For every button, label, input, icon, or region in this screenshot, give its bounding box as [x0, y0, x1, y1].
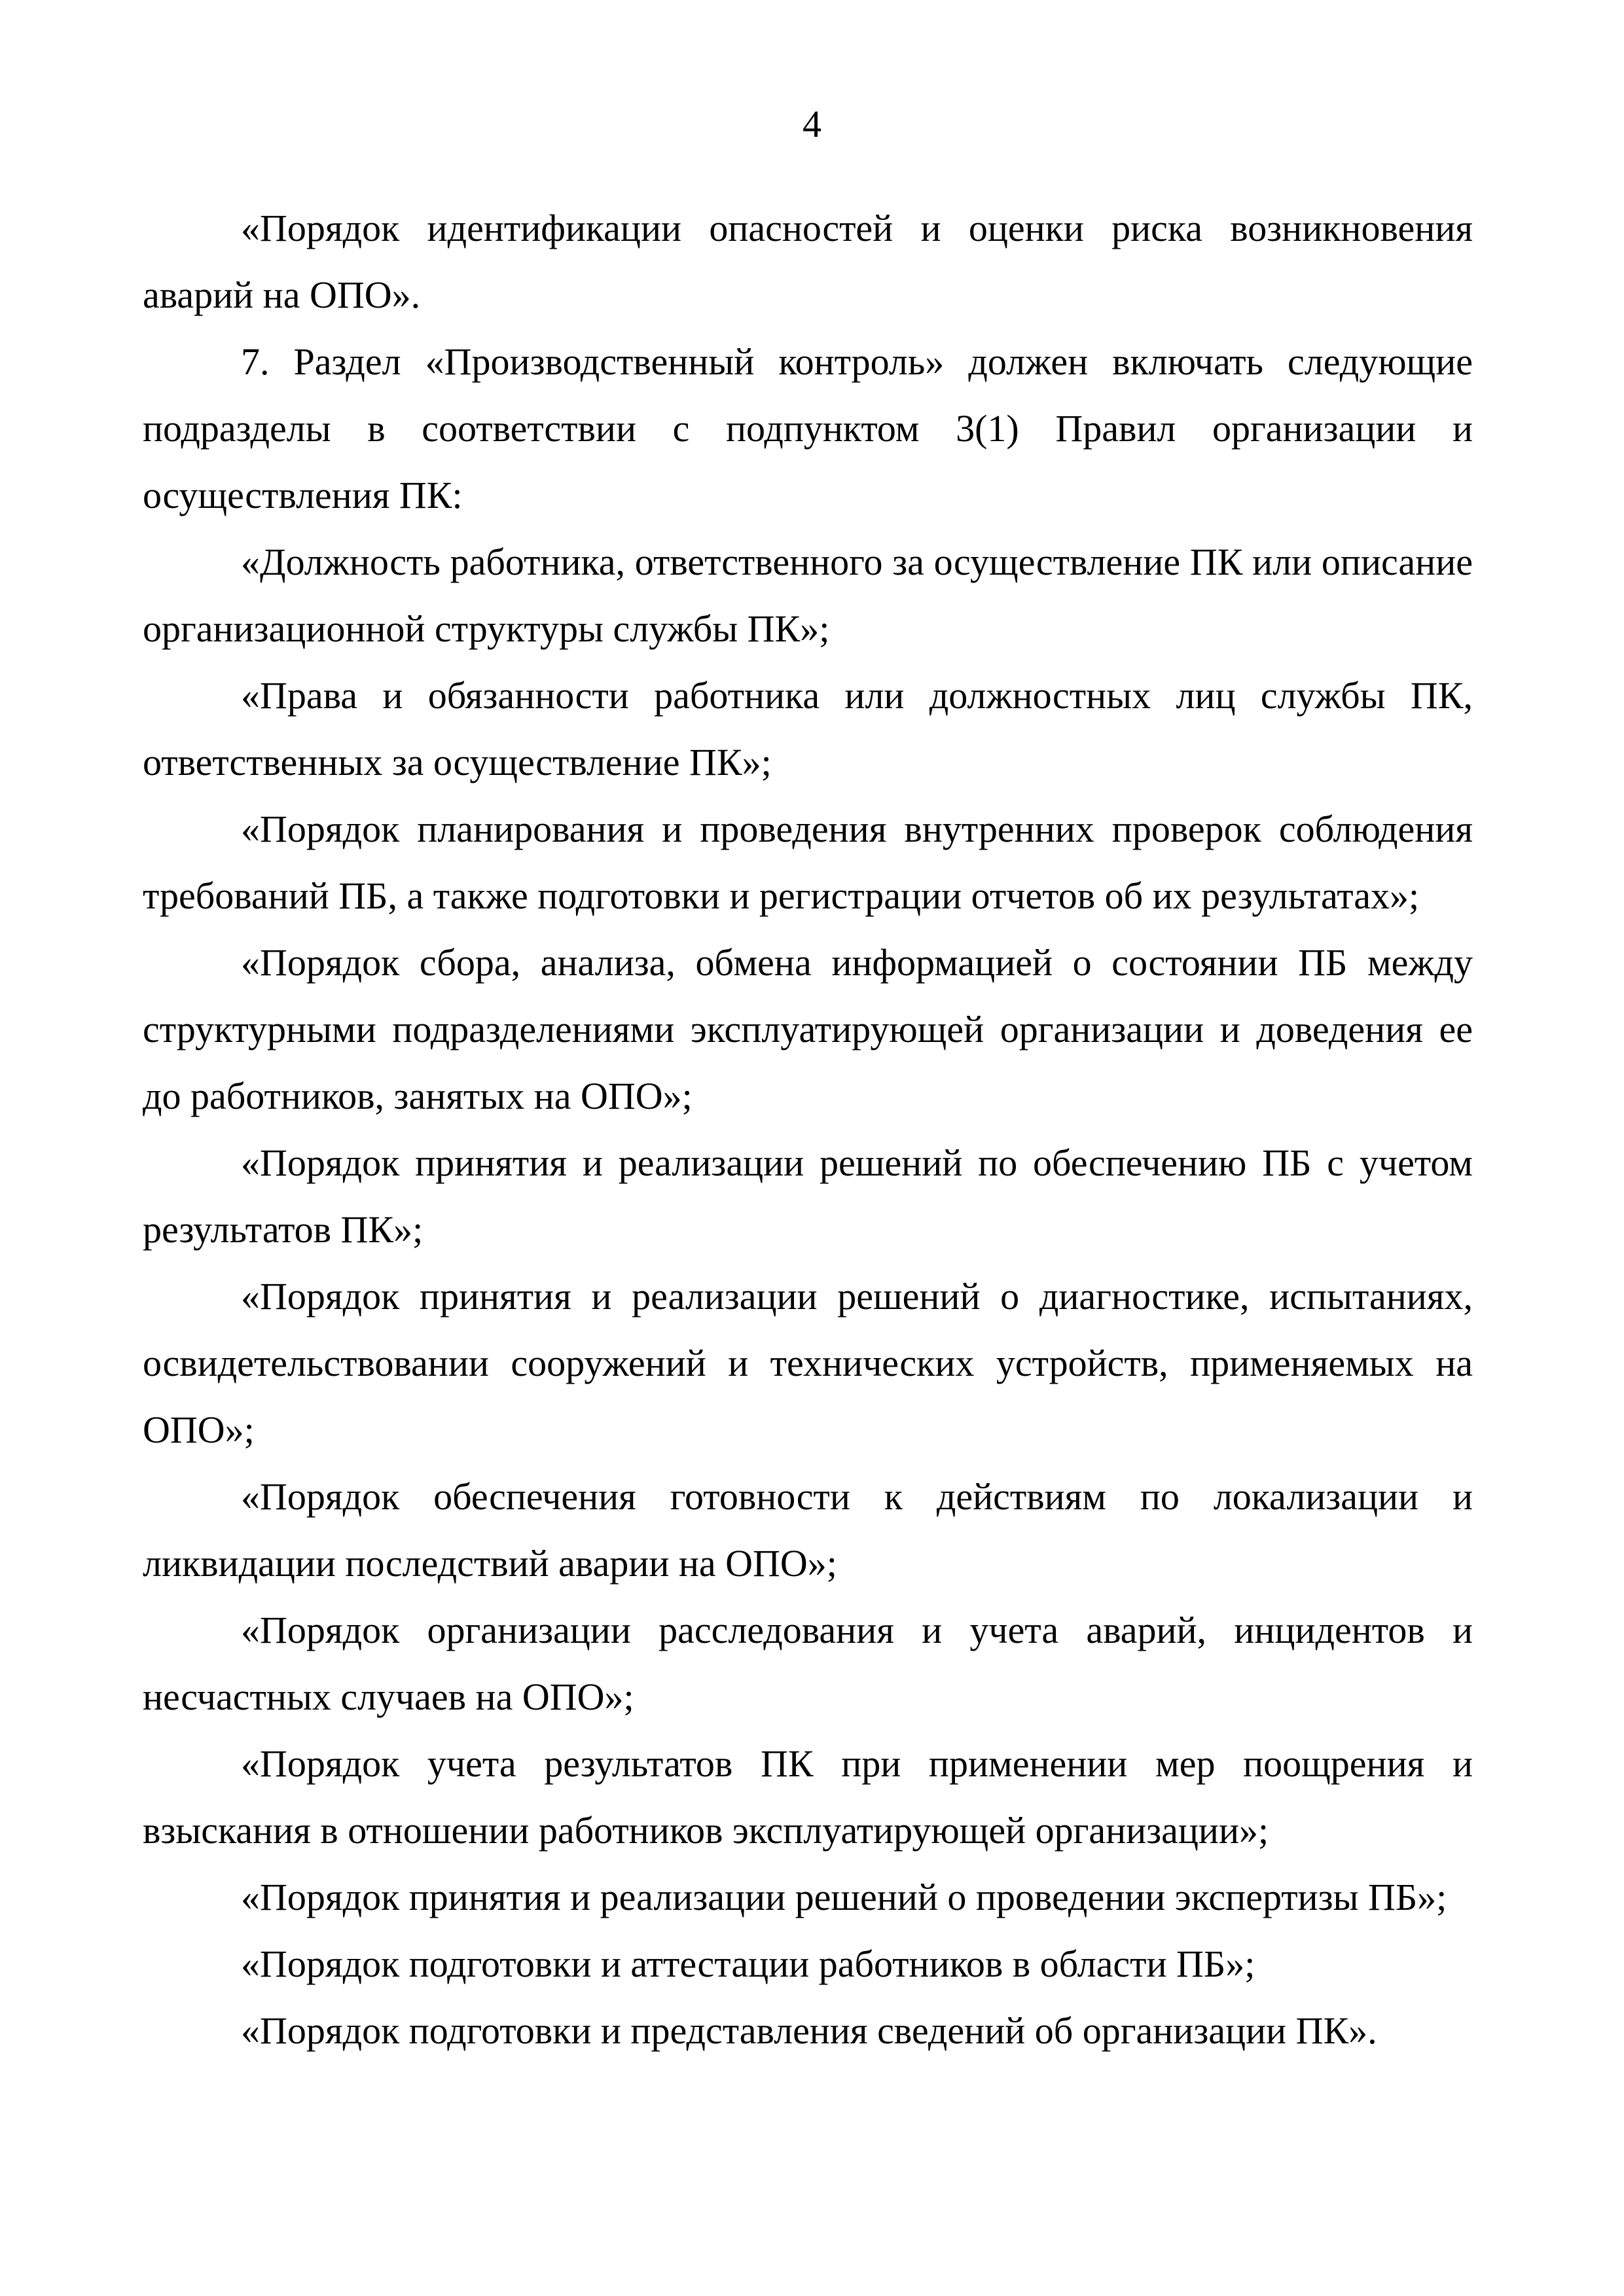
paragraph: «Порядок идентификации опасностей и оценки риска возникновения аварий на ОПО». [143, 207, 1473, 316]
paragraph: «Порядок подготовки и аттестации работников в области ПБ»; [241, 1943, 1255, 1985]
paragraph: «Порядок принятия и реализации решений по обеспечению ПБ с учетом результатов ПК»; [143, 1141, 1473, 1251]
paragraph: «Порядок учета результатов ПК при применении мер поощрения и взыскания в отношении работников эксплуатирующей организации»; [143, 1742, 1473, 1852]
document-body [143, 195, 1473, 2064]
paragraph: «Порядок подготовки и представления сведений об организации ПК». [241, 2009, 1377, 2052]
paragraph: 7. Раздел «Производственный контроль» должен включать следующие подразделы в соответствии с подпунктом 3(1) Правил организации и осуществления ПК: [143, 340, 1473, 516]
paragraph: «Порядок обеспечения готовности к действиям по локализации и ликвидации последствий аварии на ОПО»; [143, 1475, 1473, 1585]
paragraph: «Порядок принятия и реализации решений о диагностике, испытаниях, освидетельствовании сооружений и технических устройств, применяемых на ОПО»; [143, 1275, 1473, 1451]
paragraph: «Порядок сбора, анализа, обмена информацией о состоянии ПБ между структурными подразделениями эксплуатирующей организации и доведения ее до работников, занятых на ОПО»; [143, 941, 1473, 1117]
paragraph: «Порядок организации расследования и учета аварий, инцидентов и несчастных случаев на ОПО»; [143, 1609, 1473, 1718]
paragraph: «Порядок планирования и проведения внутренних проверок соблюдения требований ПБ, а также подготовки и регистрации отчетов об их результатах»; [143, 808, 1473, 917]
page-number: 4 [803, 103, 821, 145]
paragraph: «Порядок принятия и реализации решений о проведении экспертизы ПБ»; [241, 1876, 1447, 1918]
paragraph: «Должность работника, ответственного за осуществление ПК или описание организационной структуры службы ПК»; [143, 541, 1473, 650]
paragraph: «Права и обязанности работника или должностных лиц службы ПК, ответственных за осуществление ПК»; [143, 674, 1473, 783]
